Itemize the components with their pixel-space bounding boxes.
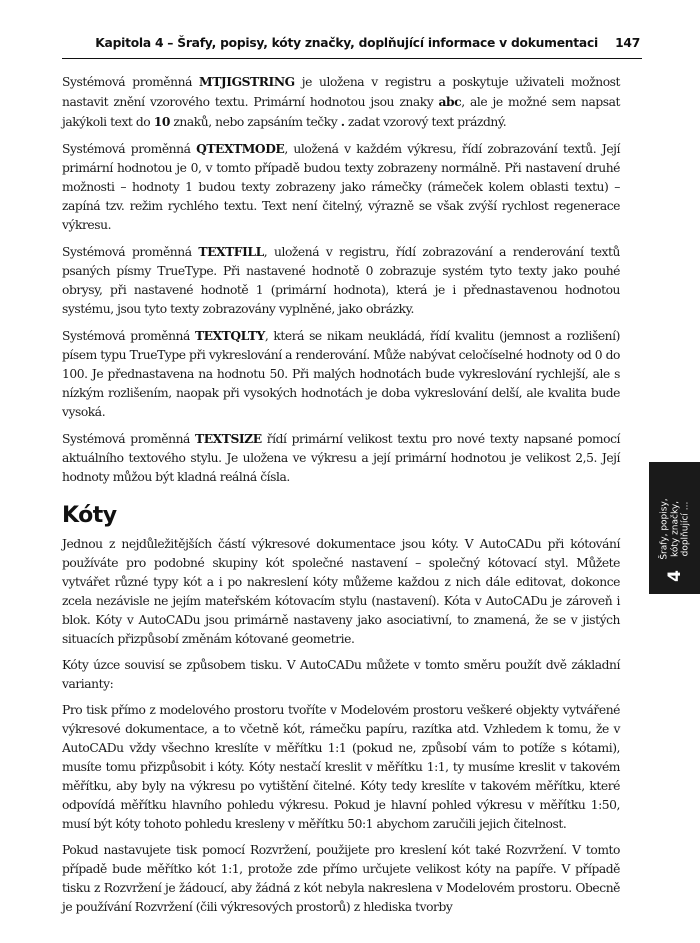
paragraph-textsize: Systémová proměnná TEXTSIZE řídí primární velikost textu pro nové texty napsané pomocí aktuálního textového stylu. Je uložena ve výkresu a její primární hodnotou je velikost 2,5. Její hodnoty můžou být kladná reálná čísla. xyxy=(62,431,620,484)
header-rule xyxy=(62,58,642,59)
paragraph-model-space: Pro tisk přímo z modelového prostoru tvoříte v Modelovém prostoru veškeré objekty vytvářené výkresové dokumentace, a to včetně kót, rámečku papíru, razítka atd. Vzhledem k tomu, že v AutoCADu vždy všechno kreslíte v měřítku 1:1 (pokud ne, způsobí vám to potíže s kótami), musíte tomu přizpůsobit i kóty. Kóty nestačí kreslit v měřítku 1:1, ty musíme kreslit v takovém měřítku, aby byly na výkresu po vytištění čitelné. Kóty tedy kreslíte v takovém měřítku, které odpovídá měřítku hlavního pohledu výkresu. Pokud je hlavní pohled výkresu v měřítku 1:50, musí být kóty tohoto pohledu kresleny v měřítku 50:1 abychom zaručili jejich čitelnost. xyxy=(62,703,620,831)
page-number: 147 xyxy=(615,36,640,50)
paragraph-textqlty: Systémová proměnná TEXTQLTY, která se nikam neukládá, řídí kvalitu (jemnost a rozlišení) písem typu TrueType při vykreslování a renderování. Může nabývat celočíselné hodnoty od 0 do 100. Je přednastavena na hodnotu 50. Při malých hodnotách bude vykreslování rychlejší, ale s nízkým rozlišením, naopak při vysokých hodnotách je doba vykreslování delší, ale kvalita bude vysoká. xyxy=(62,328,620,419)
value-dot: . xyxy=(340,114,345,129)
value-abc: abc xyxy=(438,94,462,109)
chapter-thumb-tab xyxy=(649,462,700,594)
paragraph-layout: Pokud nastavujete tisk pomocí Rozvržení, použijete pro kreslení kót také Rozvržení. V tomto případě bude měřítko kót 1:1, protože zde přímo určujete velikost kóty na papíře. V případě tisku z Rozvržení je žádoucí, aby žádná z kót nebyla nakreslena v Modelovém prostoru. Obecně je používání Rozvržení (čili výkresových prostorů) z hlediska tvorby xyxy=(62,843,620,914)
term-textqlty: TEXTQLTY xyxy=(194,328,265,343)
term-textsize: TEXTSIZE xyxy=(195,431,262,446)
chapter-tab-number: 4 xyxy=(665,570,685,582)
term-mtjigstring: MTJIGSTRING xyxy=(199,74,295,89)
chapter-tab-label: Šrafy, popisy, kóty značky, doplňující ... xyxy=(659,498,691,560)
paragraph-qtextmode: Systémová proměnná QTEXTMODE, uložená v každém výkresu, řídí zobrazování textů. Její primární hodnotou je 0, v tomto případě budou texty zobrazeny normálně. Při nastavení druhé možnosti – hodnoty 1 budou texty zobrazeny jako rámečky (rámeček kolem oblasti textu) – zapíná tzv. režim rychlého textu. Text není čitelný, výrazně se však zvýší rychlost regenerace výkresu. xyxy=(62,141,620,232)
paragraph-textfill: Systémová proměnná TEXTFILL, uložená v registru, řídí zobrazování a renderování textů psaných písmy TrueType. Při nastavené hodnotě 0 zobrazuje systém tyto texty jako pouhé obrysy, při nastavené hodnotě 1 (primární hodnota), která je i přednastavenou hodnotou systému, jsou tyto texty zobrazovány vyplněné, jako obrázky. xyxy=(62,244,620,316)
term-qtextmode: QTEXTMODE xyxy=(196,141,285,156)
term-textfill: TEXTFILL xyxy=(198,244,264,259)
section-heading: Kóty xyxy=(62,503,117,528)
paragraph-dimensions-print: Kóty úzce souvisí se způsobem tisku. V AutoCADu můžete v tomto směru použít dvě základní varianty: xyxy=(62,658,620,691)
paragraph-dimensions-intro: Jednou z nejdůležitějších částí výkresové dokumentace jsou kóty. V AutoCADu při kótování používáte pro podobné skupiny kót společné nastavení – společný kótovací styl. Můžete vytvářet různé typy kót a i po nakreslení kóty můžeme každou z nich dále editovat, dokonce zcela nezávisle ne jejím mateřském kótovacím stylu (nastavení). Kóta v AutoCADu je zároveň i blok. Kóty v AutoCADu jsou primárně nastaveny jako asociativní, to znamená, že se v jistých situacích přizpůsobí změnám kótované geometrie. xyxy=(62,537,620,646)
value-10: 10 xyxy=(153,114,170,129)
chapter-title: Kapitola 4 – Šrafy, popisy, kóty značky, doplňující informace v dokumentaci xyxy=(95,36,598,50)
page-content xyxy=(62,72,620,924)
paragraph-mtjigstring: Systémová proměnná MTJIGSTRING je uložena v registru a poskytuje uživateli možnost nastavit znění vzorového textu. Primární hodnotou jsou znaky abc, ale je možné sem napsat jakýkoli text do 10 znaků, nebo zapsáním tečky . zadat vzorový text prázdný. xyxy=(62,74,620,129)
